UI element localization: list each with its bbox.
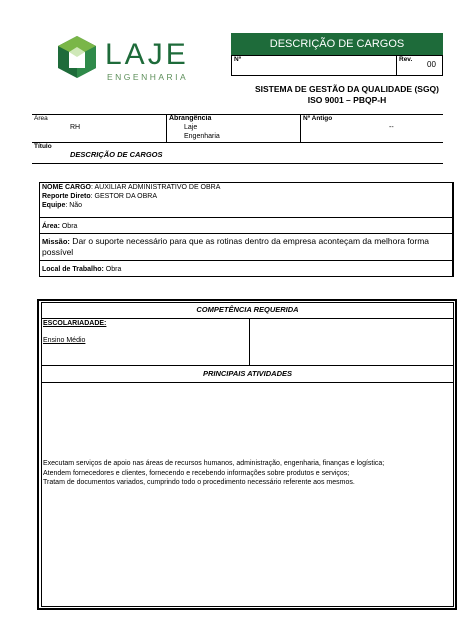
job-name-value: : AUXILIAR ADMINISTRATIVO DE OBRA [91,184,221,191]
scope-value-1: Laje [184,124,198,131]
company-logo [55,34,189,84]
job-report-label: Reporte Direto [42,193,91,200]
doc-title-bar [231,33,443,55]
education-label: ESCOLARIADADE: [43,320,107,327]
job-workplace-value: Obra [103,266,122,273]
competence-heading: COMPETÊNCIA REQUERIDA [196,305,299,314]
title-value: DESCRIÇÃO DE CARGOS [70,150,163,159]
activity-item: Executam serviços de apoio nas áreas de recursos humanos, administração, engenharia, finanças e logística; [43,460,385,467]
job-mission [42,236,452,258]
job-area-label: Área: [42,223,60,230]
iso-title: ISO 9001 – PBQP-H [307,95,387,105]
activities-list [43,459,451,488]
job-name-label: NOME CARGO [42,184,91,191]
logo-cube-icon [55,34,99,80]
job-area-value: Obra [59,223,78,230]
activity-item: Atendem fornecedores e clientes, fornecendo e recebendo informações sobre produtos e serviços; [43,469,350,477]
job-team-label: Equipe [42,202,66,209]
area-value: RH [70,124,81,131]
job-mission-value: Dar o suporte necessário para que as rotinas dentro da empresa aconteçam da melhora forma possível [42,236,430,257]
doc-number-label: Nº [234,56,242,63]
job-team-value: : Não [65,202,83,209]
education-value: Ensino Médio [43,337,86,344]
scope-label: Abrangência [169,115,212,122]
job-report [42,193,157,200]
job-team [42,202,82,209]
area-label: Área [34,115,48,122]
job-area [42,223,77,230]
revision-label: Rev. [399,56,413,63]
old-number-label: Nº Antigo [303,115,333,122]
title-label: Título [34,143,52,150]
old-number-value: -- [389,124,394,131]
logo-word: LAJE [105,38,189,71]
job-name [42,184,220,191]
quality-system-title: SISTEMA DE GESTÃO DA QUALIDADE (SGQ) [254,84,440,94]
activities-heading: PRINCIPAIS ATIVIDADES [202,369,293,378]
job-workplace-label: Local de Trabalho: [42,266,104,273]
job-mission-label: Missão: [42,237,70,246]
job-report-value: : GESTOR DA OBRA [90,193,158,200]
scope-value-2: Engenharia [184,133,220,140]
revision-value: 00 [427,60,436,69]
job-workplace [42,266,121,273]
activity-item: Tratam de documentos variados, cumprindo todo o procedimento necessário referente aos mesmos. [43,479,355,486]
doc-title: DESCRIÇÃO DE CARGOS [269,38,405,50]
logo-subtitle: ENGENHARIA [107,72,189,82]
